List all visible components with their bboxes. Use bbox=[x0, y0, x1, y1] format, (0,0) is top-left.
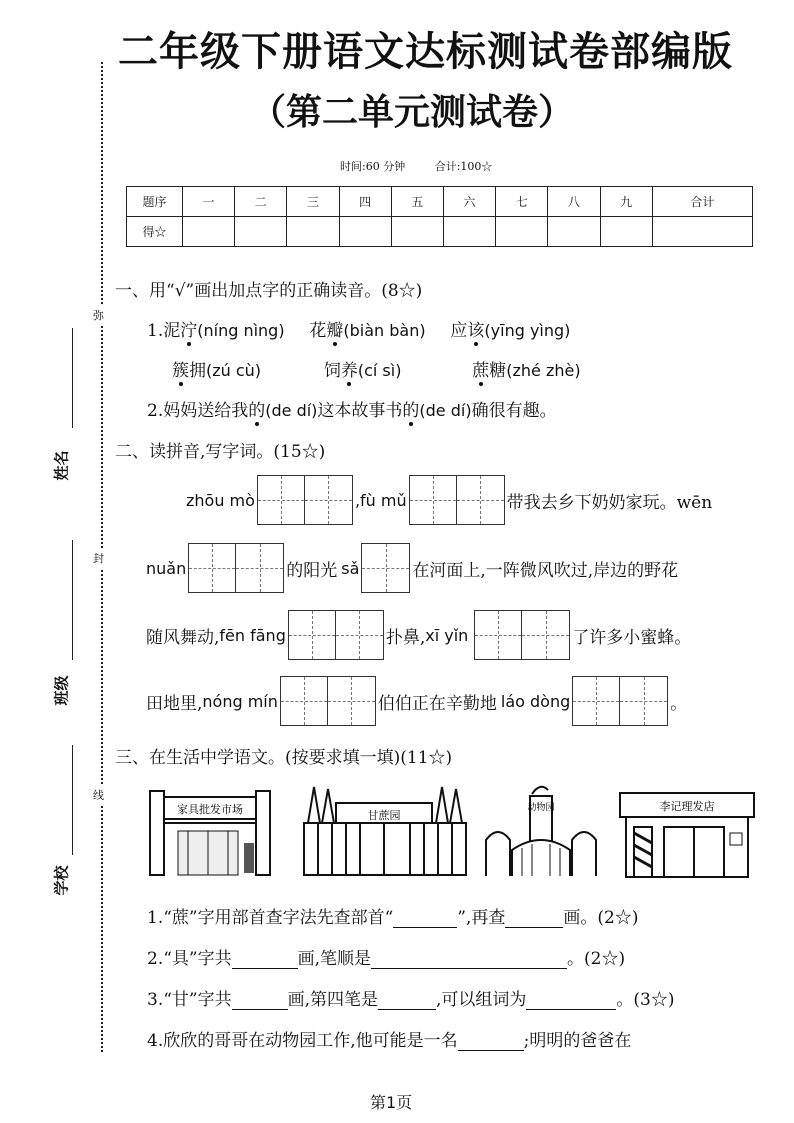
barber-shop-illustration bbox=[612, 783, 762, 883]
writing-grid-2[interactable] bbox=[572, 676, 668, 726]
writing-grid-2[interactable] bbox=[474, 610, 570, 660]
pinyin-prompt: nuǎn bbox=[146, 558, 187, 578]
dotted-char: 该 bbox=[467, 316, 484, 341]
score-cell[interactable] bbox=[600, 217, 652, 247]
table-cell: 合计 bbox=[652, 187, 752, 217]
q1-text: 饲 bbox=[323, 361, 341, 381]
answer-blank[interactable] bbox=[393, 910, 457, 928]
answer-blank[interactable] bbox=[232, 951, 298, 969]
score-cell[interactable] bbox=[443, 217, 495, 247]
pinyin-prompt: nóng mín bbox=[202, 691, 278, 711]
score-cell[interactable] bbox=[391, 217, 443, 247]
school-field-line[interactable] bbox=[72, 745, 73, 855]
page-subtitle: （第二单元测试卷） bbox=[250, 92, 575, 133]
class-field-label: 班级 bbox=[52, 675, 71, 706]
answer-blank[interactable] bbox=[232, 992, 288, 1010]
total-score: 合计:100☆ bbox=[434, 160, 493, 173]
q3-text: ,可以组词为 bbox=[436, 990, 527, 1010]
dotted-char: 的 bbox=[248, 396, 265, 421]
score-cell[interactable] bbox=[183, 217, 235, 247]
name-field-line[interactable] bbox=[72, 328, 73, 428]
page-number: 第1页 bbox=[370, 1093, 413, 1112]
writing-grid-2[interactable] bbox=[188, 543, 284, 593]
pinyin-options[interactable]: (de dí) bbox=[419, 401, 472, 420]
pinyin-prompt: sǎ bbox=[341, 558, 360, 578]
writing-grid-2[interactable] bbox=[288, 610, 384, 660]
q2-row-3 bbox=[146, 610, 691, 660]
table-cell: 八 bbox=[548, 187, 600, 217]
answer-blank[interactable] bbox=[378, 992, 436, 1010]
q3-text: 画,第四笔是 bbox=[287, 990, 379, 1010]
q3-text: ;明明的爸爸在 bbox=[523, 1031, 632, 1051]
seal-char: 线 bbox=[93, 785, 104, 805]
q2-row-2 bbox=[146, 543, 678, 593]
name-field-label: 姓名 bbox=[52, 450, 71, 481]
furniture-market-illustration bbox=[148, 783, 276, 883]
question-1-heading: 一、用“√”画出加点字的正确读音。(8☆) bbox=[115, 281, 423, 301]
q3-text: 画,笔顺是 bbox=[297, 949, 372, 969]
q1-line-3 bbox=[147, 396, 557, 421]
score-table bbox=[126, 186, 753, 247]
q2-row-4 bbox=[146, 676, 687, 726]
score-cell[interactable] bbox=[287, 217, 339, 247]
q3-text: 画。(2☆) bbox=[563, 908, 639, 928]
q2-text: 随风舞动, bbox=[146, 627, 220, 648]
dotted-char: 瓣 bbox=[326, 316, 343, 341]
q3-text: 3.“甘”字共 bbox=[147, 990, 232, 1010]
dotted-char: 泞 bbox=[180, 316, 197, 341]
table-cell: 四 bbox=[339, 187, 391, 217]
pinyin-prompt: xī yǐn bbox=[425, 625, 469, 645]
exam-meta bbox=[340, 158, 518, 174]
q2-row-1 bbox=[186, 475, 712, 525]
pinyin-options[interactable]: (zhé zhè) bbox=[506, 361, 581, 380]
table-cell: 五 bbox=[391, 187, 443, 217]
pinyin-prompt: zhōu mò bbox=[186, 490, 255, 510]
pinyin-prompt: láo dòng bbox=[500, 691, 571, 711]
sign-text: 动物园 bbox=[527, 803, 555, 813]
q2-text: 了许多小蜜蜂。 bbox=[572, 627, 692, 648]
pinyin-options[interactable]: (yīng yìng) bbox=[484, 321, 571, 340]
dotted-char: 簇 bbox=[172, 356, 189, 381]
class-field-line[interactable] bbox=[72, 540, 73, 660]
zoo-gate-illustration bbox=[482, 780, 600, 880]
q1-text: 这本故事书 bbox=[317, 401, 403, 421]
q3-item-4 bbox=[147, 1026, 631, 1051]
answer-blank[interactable] bbox=[505, 910, 563, 928]
q2-text: 田地里, bbox=[146, 693, 203, 714]
q1-text: 应 bbox=[450, 321, 468, 341]
writing-grid-1[interactable] bbox=[361, 543, 410, 593]
sign-text: 甘蔗园 bbox=[367, 809, 401, 822]
question-2-heading: 二、读拼音,写字词。(15☆) bbox=[115, 442, 326, 462]
sugarcane-garden-illustration bbox=[300, 783, 470, 879]
table-cell: 二 bbox=[235, 187, 287, 217]
pinyin-options[interactable]: (cí sì) bbox=[357, 361, 402, 380]
q3-text: 2.“具”字共 bbox=[147, 949, 232, 969]
score-table-header-row bbox=[127, 187, 753, 217]
writing-grid-2[interactable] bbox=[280, 676, 376, 726]
table-cell: 一 bbox=[183, 187, 235, 217]
pinyin-options[interactable]: (biàn bàn) bbox=[343, 321, 426, 340]
answer-blank[interactable] bbox=[458, 1033, 524, 1051]
q1-text: 拥 bbox=[189, 361, 206, 381]
score-cell[interactable] bbox=[496, 217, 548, 247]
q3-item-2 bbox=[147, 944, 625, 969]
q1-text: 花 bbox=[309, 321, 327, 341]
q2-text: 。 bbox=[670, 693, 688, 714]
pinyin-prompt: ,fù mǔ bbox=[354, 490, 407, 510]
score-cell[interactable] bbox=[652, 217, 752, 247]
page-title: 二年级下册语文达标测试卷部编版 bbox=[118, 29, 733, 75]
dotted-char: 养 bbox=[341, 356, 358, 381]
q1-text: 1.泥 bbox=[147, 321, 181, 341]
q2-text: 带我去乡下奶奶家玩。wēn bbox=[506, 492, 713, 513]
time-limit: 时间:60 分钟 bbox=[340, 160, 406, 173]
seal-char: 封 bbox=[93, 548, 104, 568]
sign-text: 李记理发店 bbox=[659, 800, 715, 813]
answer-blank[interactable] bbox=[526, 992, 616, 1010]
table-cell: 七 bbox=[496, 187, 548, 217]
q1-line-2 bbox=[172, 356, 581, 381]
q3-text: 1.“蔗”字用部首查字法先查部首“ bbox=[147, 908, 394, 928]
table-cell: 九 bbox=[600, 187, 652, 217]
dotted-char: 蔗 bbox=[472, 356, 489, 381]
score-cell[interactable] bbox=[548, 217, 600, 247]
q3-text: ”,再查 bbox=[457, 908, 506, 928]
q3-item-3 bbox=[147, 985, 675, 1010]
q2-text: 的阳光 bbox=[286, 560, 338, 581]
score-cell[interactable] bbox=[235, 217, 287, 247]
q2-text: 在河面上,一阵微风吹过,岸边的野花 bbox=[412, 560, 679, 581]
pinyin-prompt: fēn fāng bbox=[219, 625, 286, 645]
table-cell: 六 bbox=[443, 187, 495, 217]
dotted-char: 的 bbox=[402, 396, 419, 421]
q3-item-1 bbox=[147, 903, 639, 928]
q3-text: 。(3☆) bbox=[616, 990, 675, 1010]
q2-text: 扑鼻, bbox=[385, 627, 426, 648]
question-3-heading: 三、在生活中学语文。(按要求填一填)(11☆) bbox=[115, 748, 453, 768]
pinyin-options[interactable]: (níng nìng) bbox=[197, 321, 285, 340]
q3-text: 。(2☆) bbox=[567, 949, 626, 969]
table-cell: 得☆ bbox=[127, 217, 183, 247]
score-table-score-row bbox=[127, 217, 753, 247]
score-cell[interactable] bbox=[339, 217, 391, 247]
q3-text: 4.欣欣的哥哥在动物园工作,他可能是一名 bbox=[147, 1031, 458, 1051]
seal-char: 弥 bbox=[93, 305, 104, 325]
pinyin-options[interactable]: (zú cù) bbox=[206, 361, 262, 380]
q1-text: 糖 bbox=[489, 361, 507, 381]
q2-text: 伯伯正在辛勤地 bbox=[377, 693, 497, 714]
school-field-label: 学校 bbox=[52, 865, 71, 896]
table-cell: 三 bbox=[287, 187, 339, 217]
writing-grid-2[interactable] bbox=[257, 475, 353, 525]
q1-text: 2.妈妈送给我 bbox=[147, 401, 249, 421]
q1-line-1 bbox=[147, 316, 570, 341]
sign-text: 家具批发市场 bbox=[177, 803, 243, 816]
table-cell: 题序 bbox=[127, 187, 183, 217]
pinyin-options[interactable]: (de dí) bbox=[265, 401, 318, 420]
writing-grid-2[interactable] bbox=[409, 475, 505, 525]
q1-text: 确很有趣。 bbox=[471, 401, 557, 421]
answer-blank[interactable] bbox=[371, 951, 567, 969]
